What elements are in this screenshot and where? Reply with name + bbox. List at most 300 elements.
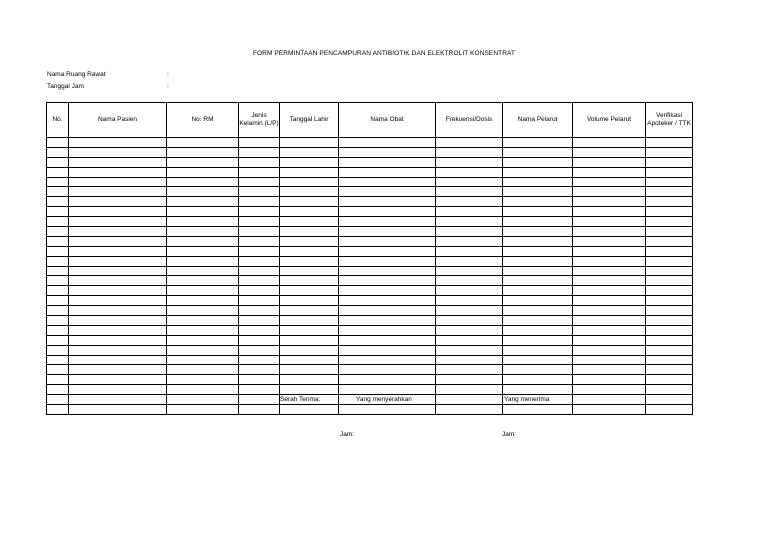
table-cell[interactable] xyxy=(167,217,239,227)
header-tanggal-lahir: Tanggal Lahir xyxy=(280,103,339,138)
table-cell[interactable] xyxy=(436,375,503,385)
table-cell[interactable] xyxy=(167,325,239,335)
table-cell[interactable] xyxy=(47,236,69,246)
table-cell[interactable] xyxy=(646,405,693,415)
table-cell[interactable] xyxy=(239,207,280,217)
table-cell[interactable] xyxy=(573,385,646,395)
table-cell[interactable] xyxy=(167,316,239,326)
table-cell[interactable] xyxy=(339,138,436,148)
table-cell[interactable] xyxy=(436,395,503,405)
table-cell[interactable] xyxy=(573,395,646,405)
table-cell[interactable] xyxy=(339,306,436,316)
table-cell[interactable] xyxy=(436,246,503,256)
table-cell[interactable] xyxy=(503,177,573,187)
table-cell[interactable] xyxy=(436,335,503,345)
field-tanggal-jam xyxy=(47,83,169,90)
table-cell[interactable] xyxy=(280,296,339,306)
table-cell[interactable] xyxy=(239,187,280,197)
table-cell[interactable] xyxy=(573,316,646,326)
table-cell[interactable] xyxy=(436,405,503,415)
table-cell[interactable] xyxy=(280,187,339,197)
table-cell[interactable] xyxy=(503,207,573,217)
table-cell[interactable] xyxy=(69,355,167,365)
table-cell[interactable] xyxy=(47,157,69,167)
table-cell[interactable] xyxy=(573,365,646,375)
table-cell[interactable] xyxy=(436,345,503,355)
table-cell[interactable] xyxy=(436,256,503,266)
table-cell[interactable] xyxy=(503,316,573,326)
table-cell[interactable] xyxy=(69,306,167,316)
table-cell[interactable] xyxy=(69,187,167,197)
table-row xyxy=(47,157,693,167)
table-cell[interactable] xyxy=(47,217,69,227)
table-cell[interactable] xyxy=(573,276,646,286)
table-cell[interactable] xyxy=(646,197,693,207)
table-cell[interactable] xyxy=(339,197,436,207)
table-row xyxy=(47,147,693,157)
table-cell[interactable] xyxy=(436,306,503,316)
table-cell[interactable] xyxy=(280,335,339,345)
table-cell[interactable] xyxy=(280,138,339,148)
table-cell[interactable] xyxy=(167,147,239,157)
table-cell[interactable] xyxy=(69,325,167,335)
table-cell[interactable] xyxy=(646,236,693,246)
table-cell[interactable] xyxy=(573,177,646,187)
table-cell[interactable] xyxy=(47,405,69,415)
table-cell[interactable] xyxy=(339,227,436,237)
table-cell[interactable] xyxy=(573,157,646,167)
table-cell[interactable] xyxy=(573,286,646,296)
table-cell[interactable] xyxy=(503,167,573,177)
table-cell[interactable] xyxy=(503,345,573,355)
table-cell[interactable] xyxy=(280,266,339,276)
table-cell[interactable] xyxy=(69,167,167,177)
table-cell[interactable] xyxy=(573,246,646,256)
table-cell[interactable] xyxy=(503,197,573,207)
table-cell[interactable] xyxy=(436,316,503,326)
table-cell[interactable] xyxy=(239,236,280,246)
table-cell[interactable] xyxy=(239,276,280,286)
table-cell[interactable] xyxy=(503,138,573,148)
table-cell[interactable] xyxy=(503,217,573,227)
table-cell[interactable] xyxy=(646,296,693,306)
table-cell[interactable] xyxy=(167,167,239,177)
table-cell[interactable] xyxy=(47,246,69,256)
table-cell[interactable] xyxy=(167,256,239,266)
table-cell[interactable] xyxy=(239,316,280,326)
table-cell[interactable] xyxy=(646,147,693,157)
table-cell[interactable] xyxy=(239,306,280,316)
table-cell[interactable] xyxy=(69,335,167,345)
table-cell[interactable] xyxy=(69,345,167,355)
table-cell[interactable] xyxy=(339,147,436,157)
table-cell[interactable] xyxy=(339,157,436,167)
table-cell[interactable] xyxy=(69,375,167,385)
table-row xyxy=(47,316,693,326)
table-cell[interactable] xyxy=(646,276,693,286)
table-cell[interactable] xyxy=(646,375,693,385)
table-cell[interactable] xyxy=(646,345,693,355)
table-cell[interactable] xyxy=(436,236,503,246)
table-cell[interactable] xyxy=(239,355,280,365)
table-cell[interactable] xyxy=(646,246,693,256)
table-cell[interactable] xyxy=(436,187,503,197)
table-cell[interactable] xyxy=(503,147,573,157)
table-cell[interactable] xyxy=(503,335,573,345)
table-cell[interactable] xyxy=(339,405,436,415)
table-cell[interactable] xyxy=(280,405,339,415)
table-cell[interactable] xyxy=(436,286,503,296)
table-cell[interactable] xyxy=(47,256,69,266)
table-cell[interactable] xyxy=(239,405,280,415)
table-cell[interactable] xyxy=(436,177,503,187)
table-cell[interactable] xyxy=(646,266,693,276)
table-cell[interactable] xyxy=(69,207,167,217)
table-row xyxy=(47,266,693,276)
table-cell[interactable] xyxy=(436,365,503,375)
table-cell[interactable] xyxy=(339,335,436,345)
table-cell[interactable] xyxy=(69,256,167,266)
table-cell[interactable] xyxy=(436,266,503,276)
table-cell[interactable] xyxy=(573,187,646,197)
table-cell[interactable] xyxy=(239,286,280,296)
table-cell[interactable] xyxy=(47,325,69,335)
table-cell[interactable] xyxy=(47,345,69,355)
table-cell[interactable] xyxy=(239,217,280,227)
table-cell[interactable] xyxy=(239,157,280,167)
table-cell[interactable] xyxy=(503,325,573,335)
table-cell[interactable] xyxy=(280,256,339,266)
table-cell[interactable] xyxy=(47,365,69,375)
table-cell[interactable] xyxy=(69,365,167,375)
table-cell[interactable] xyxy=(47,227,69,237)
table-cell[interactable] xyxy=(239,197,280,207)
table-cell[interactable] xyxy=(280,286,339,296)
table-cell[interactable] xyxy=(646,157,693,167)
table-cell[interactable] xyxy=(47,316,69,326)
table-cell[interactable] xyxy=(280,197,339,207)
table-cell[interactable] xyxy=(339,187,436,197)
table-cell[interactable] xyxy=(503,236,573,246)
table-cell[interactable] xyxy=(339,256,436,266)
table-cell[interactable] xyxy=(239,138,280,148)
table-cell[interactable] xyxy=(280,207,339,217)
table-cell[interactable] xyxy=(646,177,693,187)
table-cell[interactable] xyxy=(280,227,339,237)
header-nama-pelarut: Nama Pelarut xyxy=(503,103,573,138)
table-cell[interactable] xyxy=(239,385,280,395)
table-cell[interactable] xyxy=(47,355,69,365)
table-cell[interactable] xyxy=(69,227,167,237)
table-cell[interactable] xyxy=(573,266,646,276)
table-cell[interactable] xyxy=(436,296,503,306)
table-cell[interactable] xyxy=(280,345,339,355)
table-cell[interactable] xyxy=(69,405,167,415)
table-cell[interactable] xyxy=(573,138,646,148)
table-cell[interactable] xyxy=(339,365,436,375)
table-cell[interactable] xyxy=(646,335,693,345)
table-row xyxy=(47,177,693,187)
table-cell[interactable] xyxy=(239,167,280,177)
form-title: FORM PERMINTAAN PENCAMPURAN ANTIBIOTIK DAN ELEKTROLIT KONSENTRAT xyxy=(252,50,516,57)
table-cell[interactable] xyxy=(47,197,69,207)
table-cell[interactable] xyxy=(573,405,646,415)
table-cell[interactable] xyxy=(646,207,693,217)
table-cell[interactable] xyxy=(167,177,239,187)
table-cell[interactable] xyxy=(47,306,69,316)
table-cell[interactable] xyxy=(503,157,573,167)
table-cell[interactable] xyxy=(47,296,69,306)
table-cell[interactable] xyxy=(69,316,167,326)
field-label: Nama Ruang Rawat xyxy=(47,71,106,78)
table-cell[interactable] xyxy=(69,217,167,227)
table-cell[interactable] xyxy=(573,236,646,246)
table-cell[interactable] xyxy=(69,296,167,306)
table-cell[interactable] xyxy=(47,187,69,197)
table-cell[interactable] xyxy=(47,276,69,286)
table-cell[interactable] xyxy=(167,385,239,395)
table-cell[interactable] xyxy=(503,266,573,276)
table-cell[interactable] xyxy=(646,316,693,326)
table-cell[interactable] xyxy=(646,385,693,395)
table-cell[interactable] xyxy=(47,266,69,276)
table-cell[interactable] xyxy=(646,306,693,316)
table-row xyxy=(47,276,693,286)
table-cell[interactable] xyxy=(646,365,693,375)
table-cell[interactable] xyxy=(239,365,280,375)
table-cell[interactable] xyxy=(280,276,339,286)
table-cell[interactable] xyxy=(436,138,503,148)
table-cell[interactable] xyxy=(47,207,69,217)
table-cell[interactable] xyxy=(167,286,239,296)
table-cell[interactable] xyxy=(69,157,167,167)
table-cell[interactable] xyxy=(280,355,339,365)
header-frekuensi-dosis: Frekuensi/Dosis xyxy=(436,103,503,138)
table-cell[interactable] xyxy=(573,197,646,207)
table-cell[interactable] xyxy=(646,286,693,296)
table-cell[interactable] xyxy=(573,345,646,355)
table-cell[interactable] xyxy=(167,296,239,306)
table-row xyxy=(47,345,693,355)
table-cell[interactable] xyxy=(573,147,646,157)
table-cell[interactable] xyxy=(167,365,239,375)
table-cell[interactable] xyxy=(339,266,436,276)
table-cell[interactable] xyxy=(339,345,436,355)
table-cell[interactable] xyxy=(47,147,69,157)
table-cell[interactable] xyxy=(280,147,339,157)
table-row xyxy=(47,207,693,217)
table-cell[interactable] xyxy=(646,355,693,365)
table-cell[interactable] xyxy=(436,147,503,157)
table-cell[interactable] xyxy=(280,177,339,187)
table-cell[interactable] xyxy=(339,207,436,217)
table-cell[interactable] xyxy=(503,256,573,266)
table-cell[interactable] xyxy=(69,286,167,296)
table-cell[interactable] xyxy=(436,385,503,395)
table-cell[interactable] xyxy=(503,365,573,375)
table-cell[interactable] xyxy=(573,375,646,385)
table-cell[interactable] xyxy=(573,207,646,217)
table-cell[interactable] xyxy=(339,385,436,395)
table-cell[interactable] xyxy=(503,296,573,306)
table-cell[interactable] xyxy=(239,256,280,266)
table-cell[interactable] xyxy=(47,385,69,395)
table-cell[interactable] xyxy=(436,227,503,237)
table-row xyxy=(47,296,693,306)
table-cell[interactable] xyxy=(47,286,69,296)
table-cell[interactable] xyxy=(69,246,167,256)
table-cell[interactable] xyxy=(503,375,573,385)
table-cell[interactable] xyxy=(436,217,503,227)
table-cell[interactable] xyxy=(573,167,646,177)
table-cell[interactable] xyxy=(239,395,280,405)
table-cell[interactable] xyxy=(167,335,239,345)
table-cell[interactable] xyxy=(280,167,339,177)
table-row xyxy=(47,286,693,296)
table-cell[interactable] xyxy=(239,375,280,385)
table-cell[interactable] xyxy=(436,276,503,286)
table-cell[interactable] xyxy=(47,177,69,187)
table-cell[interactable] xyxy=(503,227,573,237)
table-cell[interactable] xyxy=(47,375,69,385)
table-cell[interactable] xyxy=(339,296,436,306)
table-cell[interactable] xyxy=(436,197,503,207)
table-cell[interactable] xyxy=(167,197,239,207)
table-cell[interactable] xyxy=(503,405,573,415)
table-cell[interactable] xyxy=(167,266,239,276)
table-cell[interactable] xyxy=(280,157,339,167)
table-cell[interactable] xyxy=(503,246,573,256)
table-cell[interactable] xyxy=(239,335,280,345)
table-cell[interactable] xyxy=(646,256,693,266)
table-cell[interactable] xyxy=(280,325,339,335)
table-cell[interactable] xyxy=(167,138,239,148)
table-cell[interactable] xyxy=(69,138,167,148)
table-cell[interactable] xyxy=(573,355,646,365)
table-cell[interactable] xyxy=(280,316,339,326)
table-cell[interactable] xyxy=(167,395,239,405)
table-cell[interactable] xyxy=(573,217,646,227)
table-cell[interactable] xyxy=(167,375,239,385)
table-cell[interactable] xyxy=(503,355,573,365)
table-cell[interactable] xyxy=(646,217,693,227)
table-row xyxy=(47,325,693,335)
header-jenis-kelamin: Jenis Kelamin (L/P) xyxy=(239,103,280,138)
table-cell[interactable] xyxy=(436,355,503,365)
table-cell[interactable] xyxy=(339,246,436,256)
table-cell[interactable] xyxy=(69,266,167,276)
table-cell[interactable] xyxy=(339,177,436,187)
table-cell[interactable] xyxy=(573,296,646,306)
table-cell[interactable] xyxy=(280,375,339,385)
table-cell[interactable] xyxy=(167,187,239,197)
table-cell[interactable] xyxy=(167,246,239,256)
table-cell[interactable] xyxy=(280,236,339,246)
table-cell[interactable] xyxy=(436,207,503,217)
table-cell[interactable] xyxy=(339,355,436,365)
table-cell[interactable] xyxy=(339,316,436,326)
table-cell[interactable] xyxy=(167,345,239,355)
table-cell[interactable] xyxy=(503,385,573,395)
table-row xyxy=(47,138,693,148)
table-cell[interactable] xyxy=(280,306,339,316)
table-cell[interactable] xyxy=(167,306,239,316)
table-cell[interactable] xyxy=(339,167,436,177)
table-cell[interactable] xyxy=(339,375,436,385)
table-cell[interactable] xyxy=(436,157,503,167)
table-cell[interactable] xyxy=(573,256,646,266)
table-cell[interactable] xyxy=(503,276,573,286)
table-cell[interactable] xyxy=(69,276,167,286)
table-cell[interactable] xyxy=(646,138,693,148)
jam-menerima-label: Jam: xyxy=(502,431,517,438)
table-cell[interactable] xyxy=(646,187,693,197)
table-cell[interactable] xyxy=(47,335,69,345)
table-cell[interactable] xyxy=(69,177,167,187)
table-cell[interactable] xyxy=(239,227,280,237)
table-cell[interactable] xyxy=(47,395,69,405)
table-cell[interactable] xyxy=(573,306,646,316)
table-cell[interactable] xyxy=(646,227,693,237)
table-cell[interactable] xyxy=(503,286,573,296)
table-cell[interactable] xyxy=(167,276,239,286)
table-cell[interactable] xyxy=(503,306,573,316)
table-cell[interactable] xyxy=(280,365,339,375)
table-cell[interactable] xyxy=(239,266,280,276)
table-cell[interactable] xyxy=(69,385,167,395)
table-cell[interactable] xyxy=(239,246,280,256)
table-cell[interactable] xyxy=(47,138,69,148)
header-volume-pelarut: Volume Pelarut xyxy=(573,103,646,138)
table-cell[interactable] xyxy=(167,227,239,237)
table-cell[interactable] xyxy=(280,246,339,256)
table-cell[interactable] xyxy=(573,335,646,345)
table-cell[interactable] xyxy=(339,325,436,335)
table-cell[interactable] xyxy=(646,167,693,177)
table-cell[interactable] xyxy=(69,197,167,207)
table-cell[interactable] xyxy=(573,227,646,237)
table-cell[interactable] xyxy=(239,325,280,335)
table-cell[interactable] xyxy=(69,147,167,157)
table-cell[interactable] xyxy=(167,207,239,217)
table-cell[interactable] xyxy=(280,385,339,395)
table-cell[interactable] xyxy=(503,187,573,197)
table-cell[interactable] xyxy=(436,325,503,335)
table-cell[interactable] xyxy=(573,325,646,335)
table-cell[interactable] xyxy=(339,236,436,246)
table-cell[interactable] xyxy=(167,355,239,365)
table-cell[interactable] xyxy=(339,276,436,286)
table-cell[interactable] xyxy=(339,286,436,296)
header-nama-obat: Nama Obat xyxy=(339,103,436,138)
table-cell[interactable] xyxy=(436,167,503,177)
table-cell[interactable] xyxy=(167,236,239,246)
table-cell[interactable] xyxy=(280,217,339,227)
table-cell[interactable] xyxy=(167,157,239,167)
table-cell[interactable] xyxy=(646,395,693,405)
table-cell[interactable] xyxy=(167,405,239,415)
table-cell[interactable] xyxy=(239,345,280,355)
table-cell[interactable] xyxy=(69,236,167,246)
table-cell[interactable] xyxy=(239,147,280,157)
table-cell[interactable] xyxy=(69,395,167,405)
table-cell[interactable] xyxy=(239,296,280,306)
table-cell[interactable] xyxy=(646,325,693,335)
table-row xyxy=(47,227,693,237)
table-cell[interactable] xyxy=(339,217,436,227)
table-cell[interactable] xyxy=(239,177,280,187)
table-cell[interactable] xyxy=(47,167,69,177)
